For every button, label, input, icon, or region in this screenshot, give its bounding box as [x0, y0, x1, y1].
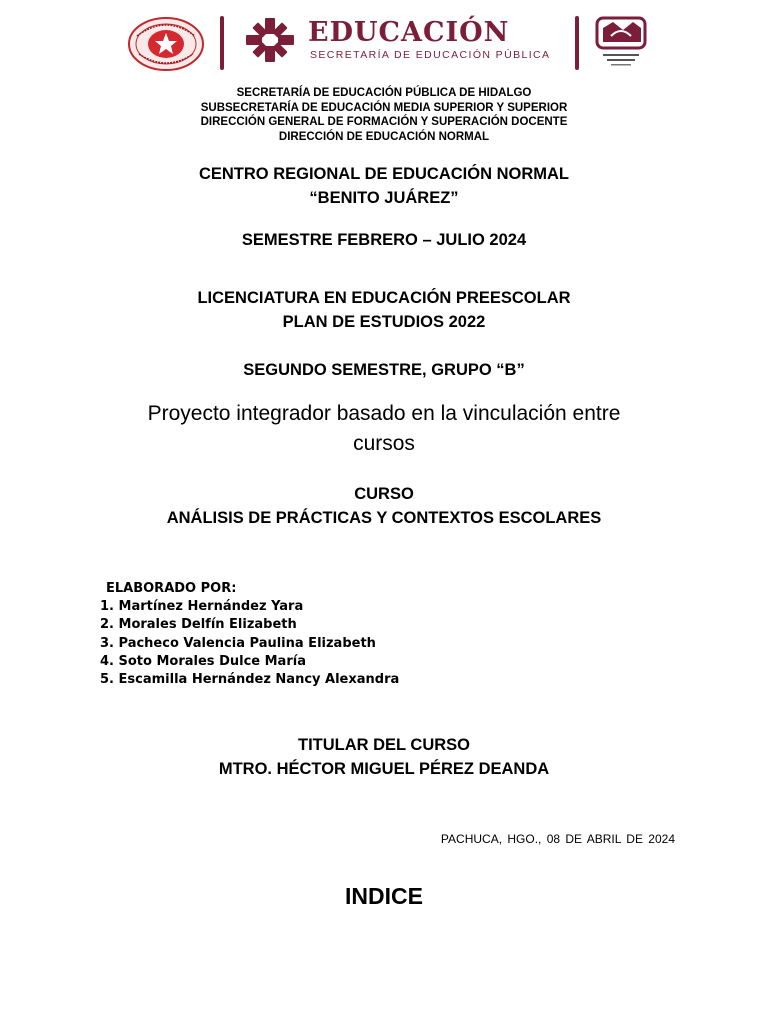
author-item: 1. Martínez Hernández Yara — [100, 599, 304, 615]
normal-school-seal-icon — [127, 16, 205, 72]
school-name-line: “BENITO JUÁREZ” — [309, 189, 459, 207]
semester-label: SEMESTRE FEBRERO – JULIO 2024 — [241, 231, 527, 249]
author-item: 5. Escamilla Hernández Nancy Alexandra — [100, 672, 400, 688]
brand-divider — [575, 16, 579, 70]
institution-line: SUBSECRETARÍA DE EDUCACIÓN MEDIA SUPERIOR Y SUPERIOR — [200, 101, 568, 114]
teacher-label: TITULAR DEL CURSO — [297, 736, 471, 754]
institution-line: DIRECCIÓN DE EDUCACIÓN NORMAL — [278, 130, 490, 143]
teacher-name: MTRO. HÉCTOR MIGUEL PÉREZ DEANDA — [218, 760, 550, 778]
place-date: PACHUCA, HGO., 08 DE ABRIL DE 2024 — [440, 832, 675, 846]
degree-info — [0, 286, 768, 334]
degree-line: LICENCIATURA EN EDUCACIÓN PREESCOLAR — [197, 289, 571, 307]
project-title-line: Proyecto integrador basado en la vinculación entre — [147, 402, 621, 425]
institution-line: DIRECCIÓN GENERAL DE FORMACIÓN Y SUPERACIÓN DOCENTE — [200, 116, 568, 128]
project-title-line: cursos — [353, 432, 415, 455]
header-logos — [0, 12, 768, 76]
brand-title: EDUCACIÓN — [308, 17, 510, 48]
study-plan-line: PLAN DE ESTUDIOS 2022 — [282, 313, 486, 331]
institution-lines — [0, 86, 768, 144]
hidalgo-state-logo-icon — [593, 14, 649, 72]
star-flower-logo-icon — [240, 16, 300, 64]
course-info — [0, 482, 768, 530]
group-label: SEGUNDO SEMESTRE, GRUPO “B” — [243, 361, 525, 379]
brand-subtitle: SECRETARÍA DE EDUCACIÓN PÚBLICA — [310, 49, 551, 61]
author-item: 2. Morales Delfín Elizabeth — [100, 617, 297, 633]
course-teacher — [0, 733, 768, 781]
index-title: INDICE — [345, 883, 423, 909]
course-name: ANÁLISIS DE PRÁCTICAS Y CONTEXTOS ESCOLARES — [166, 509, 602, 527]
author-item: 4. Soto Morales Dulce María — [100, 653, 306, 669]
authors-heading: ELABORADO POR: — [106, 581, 237, 596]
school-name — [0, 162, 768, 210]
school-name-line: CENTRO REGIONAL DE EDUCACIÓN NORMAL — [198, 165, 570, 183]
brand-divider — [220, 16, 224, 70]
author-item: 3. Pacheco Valencia Paulina Elizabeth — [100, 635, 376, 651]
authors-list — [100, 580, 399, 689]
project-title — [0, 399, 768, 459]
institution-line: SECRETARÍA DE EDUCACIÓN PÚBLICA DE HIDALGO — [236, 87, 532, 99]
course-label: CURSO — [354, 485, 414, 503]
